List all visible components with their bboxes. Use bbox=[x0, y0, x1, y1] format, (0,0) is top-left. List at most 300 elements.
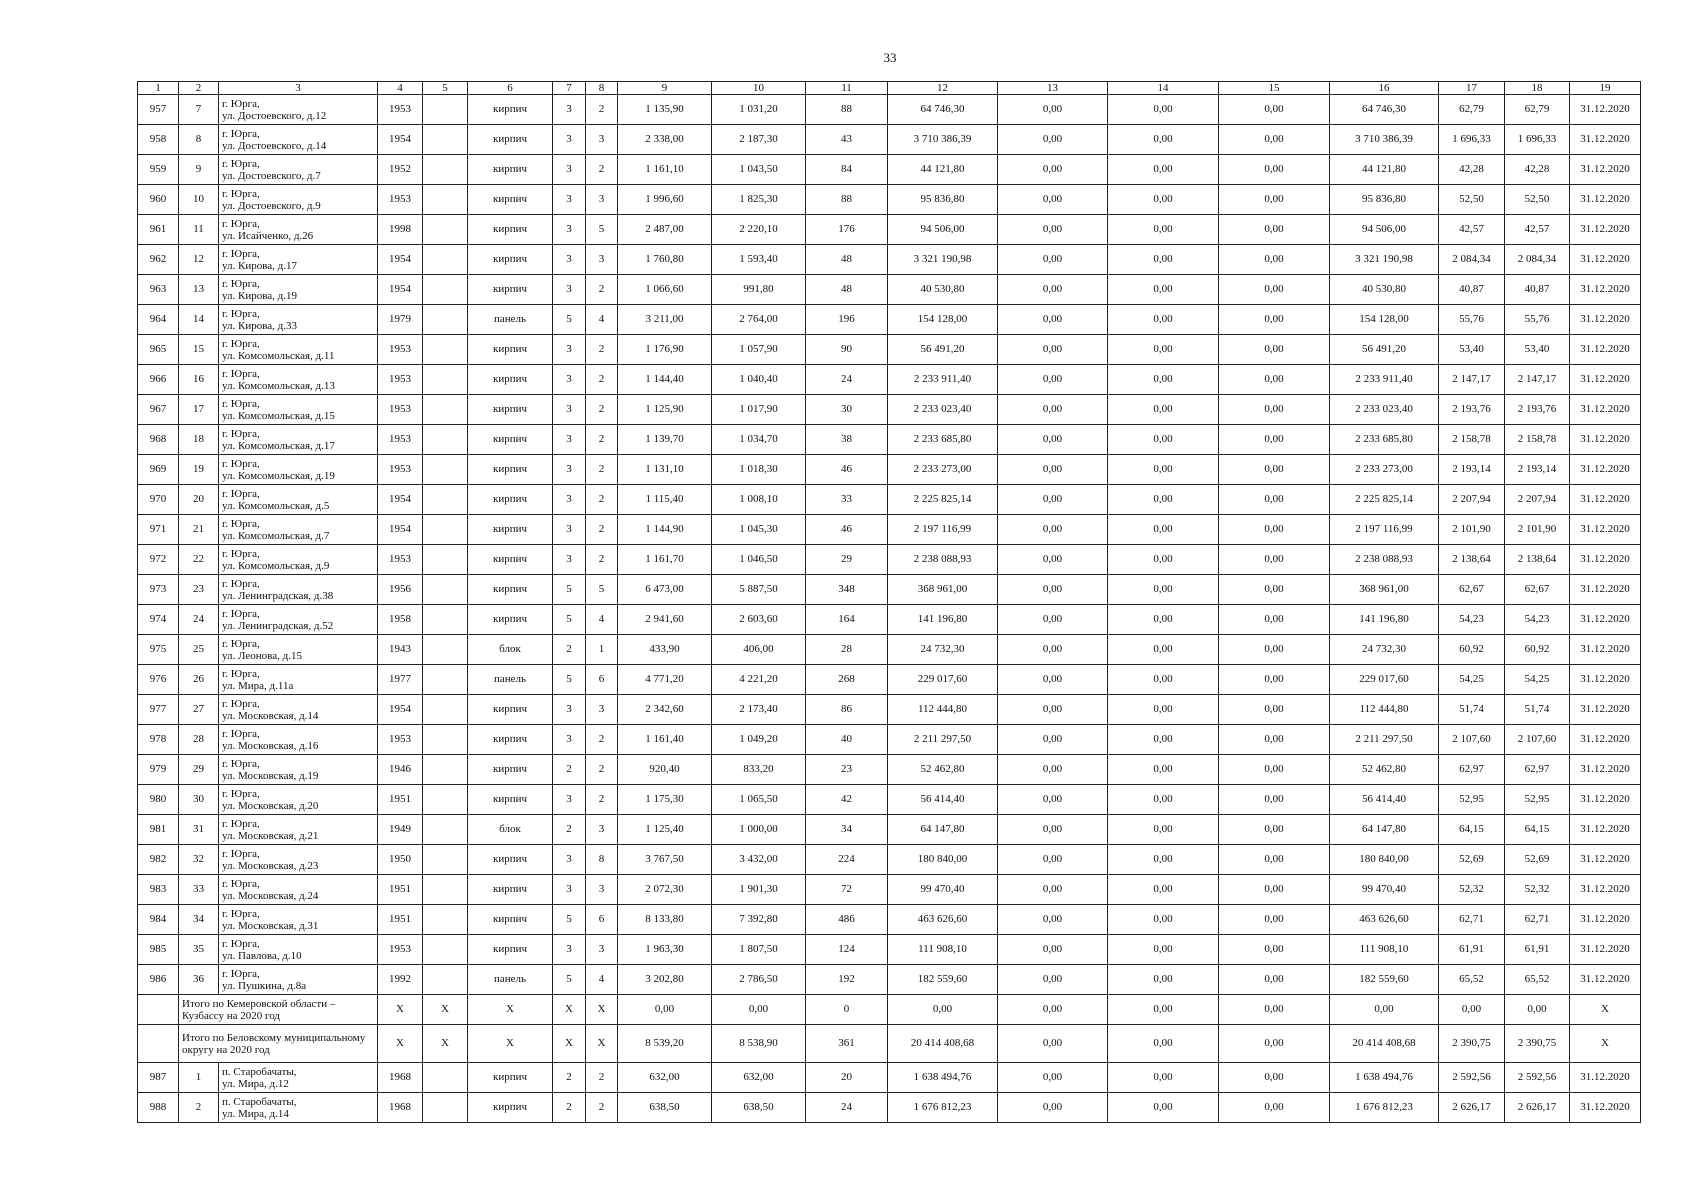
col-11-cell: 192 bbox=[806, 965, 888, 995]
col-9-cell: 1 125,40 bbox=[618, 815, 712, 845]
col-7-cell: 3 bbox=[553, 875, 586, 905]
local-number-cell: 25 bbox=[179, 635, 219, 665]
col-6-cell: панель bbox=[468, 305, 553, 335]
col-6-cell: кирпич bbox=[468, 695, 553, 725]
col-6-cell: кирпич bbox=[468, 215, 553, 245]
col-11-cell: 29 bbox=[806, 545, 888, 575]
col-7-cell: 3 bbox=[553, 125, 586, 155]
address-cell bbox=[219, 395, 378, 425]
col-18-cell: 2 592,56 bbox=[1505, 1063, 1570, 1093]
col-18-cell: 2 193,76 bbox=[1505, 395, 1570, 425]
col-14-cell: 0,00 bbox=[1108, 1093, 1219, 1123]
col-10-cell: 1 807,50 bbox=[712, 935, 806, 965]
row-number-cell: 973 bbox=[138, 575, 179, 605]
address-street: ул. Комсомольская, д.7 bbox=[222, 529, 330, 542]
col-11-cell: 46 bbox=[806, 515, 888, 545]
col-17-cell: 42,28 bbox=[1439, 155, 1505, 185]
col-17-cell: 52,95 bbox=[1439, 785, 1505, 815]
address-locality: г. Юрга, bbox=[222, 127, 260, 140]
col-9-cell: 1 144,40 bbox=[618, 365, 712, 395]
row-number-cell: 975 bbox=[138, 635, 179, 665]
col-7-cell: 3 bbox=[553, 185, 586, 215]
col-9-cell: 2 072,30 bbox=[618, 875, 712, 905]
col-15-cell: 0,00 bbox=[1219, 545, 1330, 575]
col-13-cell: 0,00 bbox=[998, 305, 1108, 335]
col-18-cell: 1 696,33 bbox=[1505, 125, 1570, 155]
col-17-cell: 2 107,60 bbox=[1439, 725, 1505, 755]
col-14-cell: 0,00 bbox=[1108, 995, 1219, 1025]
col-9-cell: 1 161,70 bbox=[618, 545, 712, 575]
col-7-cell: 5 bbox=[553, 965, 586, 995]
col-15-cell: 0,00 bbox=[1219, 245, 1330, 275]
row-number-cell: 976 bbox=[138, 665, 179, 695]
address-cell bbox=[219, 575, 378, 605]
address-street: ул. Комсомольская, д.13 bbox=[222, 379, 335, 392]
col-5-cell bbox=[423, 755, 468, 785]
col-15-cell: 0,00 bbox=[1219, 875, 1330, 905]
col-10-cell: 1 043,50 bbox=[712, 155, 806, 185]
col-19-cell: 31.12.2020 bbox=[1570, 635, 1641, 665]
col-8-cell: 3 bbox=[586, 125, 618, 155]
col-6-cell: кирпич bbox=[468, 875, 553, 905]
col-17-cell: 62,67 bbox=[1439, 575, 1505, 605]
col-12-cell: 1 638 494,76 bbox=[888, 1063, 998, 1093]
col-7-cell: 2 bbox=[553, 815, 586, 845]
col-19-cell: 31.12.2020 bbox=[1570, 305, 1641, 335]
col-9-cell: 2 941,60 bbox=[618, 605, 712, 635]
local-number-cell: 36 bbox=[179, 965, 219, 995]
col-12-cell: 2 238 088,93 bbox=[888, 545, 998, 575]
col-9-cell: 1 125,90 bbox=[618, 395, 712, 425]
col-4-cell: 1954 bbox=[378, 485, 423, 515]
col-4-cell: 1956 bbox=[378, 575, 423, 605]
col-18-cell: 54,23 bbox=[1505, 605, 1570, 635]
col-12-cell: 3 710 386,39 bbox=[888, 125, 998, 155]
col-11-cell: 34 bbox=[806, 815, 888, 845]
col-4-cell: 1953 bbox=[378, 935, 423, 965]
col-9-cell: 632,00 bbox=[618, 1063, 712, 1093]
col-14-cell: 0,00 bbox=[1108, 245, 1219, 275]
col-4-cell: 1954 bbox=[378, 125, 423, 155]
col-4-cell: 1953 bbox=[378, 455, 423, 485]
address-locality: г. Юрга, bbox=[222, 217, 260, 230]
col-19-cell: 31.12.2020 bbox=[1570, 365, 1641, 395]
col-13-cell: 0,00 bbox=[998, 905, 1108, 935]
column-number-13: 13 bbox=[998, 82, 1108, 95]
total-row bbox=[138, 1025, 1641, 1063]
col-4-cell: 1954 bbox=[378, 275, 423, 305]
col-6-cell: кирпич bbox=[468, 755, 553, 785]
col-17-cell: 62,97 bbox=[1439, 755, 1505, 785]
col-12-cell: 182 559,60 bbox=[888, 965, 998, 995]
col-9-cell: 1 176,90 bbox=[618, 335, 712, 365]
col-16-cell: 2 197 116,99 bbox=[1330, 515, 1439, 545]
col-18-cell: 51,74 bbox=[1505, 695, 1570, 725]
row-number-cell: 963 bbox=[138, 275, 179, 305]
col-8-cell: 6 bbox=[586, 905, 618, 935]
col-12-cell: 2 233 273,00 bbox=[888, 455, 998, 485]
col-16-cell: 99 470,40 bbox=[1330, 875, 1439, 905]
col-16-cell: 2 233 273,00 bbox=[1330, 455, 1439, 485]
col-8-cell: 2 bbox=[586, 395, 618, 425]
col-15-cell: 0,00 bbox=[1219, 665, 1330, 695]
address-cell bbox=[219, 785, 378, 815]
col-15-cell: 0,00 bbox=[1219, 995, 1330, 1025]
col-11-cell: 46 bbox=[806, 455, 888, 485]
table-row bbox=[138, 785, 1641, 815]
col-6-cell: кирпич bbox=[468, 905, 553, 935]
col-11-cell: 0 bbox=[806, 995, 888, 1025]
col-13-cell: 0,00 bbox=[998, 935, 1108, 965]
col-8-cell: 2 bbox=[586, 545, 618, 575]
col-10-cell: 833,20 bbox=[712, 755, 806, 785]
col-14-cell: 0,00 bbox=[1108, 605, 1219, 635]
col-8-cell: 6 bbox=[586, 665, 618, 695]
table-body bbox=[138, 95, 1641, 1123]
col-12-cell: 94 506,00 bbox=[888, 215, 998, 245]
col-6-cell: кирпич bbox=[468, 575, 553, 605]
local-number-cell: 20 bbox=[179, 485, 219, 515]
col-10-cell: 2 603,60 bbox=[712, 605, 806, 635]
local-number-cell: 22 bbox=[179, 545, 219, 575]
col-19-cell: 31.12.2020 bbox=[1570, 1093, 1641, 1123]
col-18-cell: 42,28 bbox=[1505, 155, 1570, 185]
col-18-cell: 2 158,78 bbox=[1505, 425, 1570, 455]
row-number-cell bbox=[138, 995, 179, 1025]
col-15-cell: 0,00 bbox=[1219, 455, 1330, 485]
col-9-cell: 638,50 bbox=[618, 1093, 712, 1123]
address-locality: г. Юрга, bbox=[222, 487, 260, 500]
col-5-cell bbox=[423, 275, 468, 305]
col-10-cell: 2 764,00 bbox=[712, 305, 806, 335]
col-13-cell: 0,00 bbox=[998, 335, 1108, 365]
col-17-cell: 1 696,33 bbox=[1439, 125, 1505, 155]
col-15-cell: 0,00 bbox=[1219, 905, 1330, 935]
col-19-cell: 31.12.2020 bbox=[1570, 275, 1641, 305]
col-10-cell: 406,00 bbox=[712, 635, 806, 665]
col-9-cell: 1 963,30 bbox=[618, 935, 712, 965]
column-number-3: 3 bbox=[219, 82, 378, 95]
col-6-cell: кирпич bbox=[468, 125, 553, 155]
address-street: ул. Комсомольская, д.17 bbox=[222, 439, 335, 452]
col-15-cell: 0,00 bbox=[1219, 425, 1330, 455]
address-street: ул. Достоевского, д.14 bbox=[222, 139, 327, 152]
col-7-cell: 3 bbox=[553, 695, 586, 725]
col-10-cell: 1 065,50 bbox=[712, 785, 806, 815]
local-number-cell: 24 bbox=[179, 605, 219, 635]
col-6-cell: кирпич bbox=[468, 365, 553, 395]
col-18-cell: 64,15 bbox=[1505, 815, 1570, 845]
col-15-cell: 0,00 bbox=[1219, 965, 1330, 995]
col-7-cell: 3 bbox=[553, 365, 586, 395]
col-14-cell: 0,00 bbox=[1108, 455, 1219, 485]
column-number-5: 5 bbox=[423, 82, 468, 95]
address-locality: г. Юрга, bbox=[222, 847, 260, 860]
col-13-cell: 0,00 bbox=[998, 515, 1108, 545]
col-11-cell: 48 bbox=[806, 275, 888, 305]
col-5-cell bbox=[423, 485, 468, 515]
col-5-cell bbox=[423, 875, 468, 905]
col-16-cell: 2 211 297,50 bbox=[1330, 725, 1439, 755]
col-19-cell: 31.12.2020 bbox=[1570, 335, 1641, 365]
total-label-cell: Итого по Беловскому муниципальному округу на 2020 год bbox=[179, 1025, 378, 1063]
col-5-cell bbox=[423, 245, 468, 275]
col-17-cell: 51,74 bbox=[1439, 695, 1505, 725]
col-6-cell: кирпич bbox=[468, 725, 553, 755]
col-7-cell: 3 bbox=[553, 725, 586, 755]
col-19-cell: 31.12.2020 bbox=[1570, 545, 1641, 575]
col-19-cell: 31.12.2020 bbox=[1570, 845, 1641, 875]
table-row bbox=[138, 725, 1641, 755]
col-14-cell: 0,00 bbox=[1108, 95, 1219, 125]
col-18-cell: 62,71 bbox=[1505, 905, 1570, 935]
col-7-cell: X bbox=[553, 1025, 586, 1063]
col-6-cell: блок bbox=[468, 815, 553, 845]
col-12-cell: 141 196,80 bbox=[888, 605, 998, 635]
col-11-cell: 486 bbox=[806, 905, 888, 935]
col-18-cell: 52,95 bbox=[1505, 785, 1570, 815]
col-15-cell: 0,00 bbox=[1219, 305, 1330, 335]
col-13-cell: 0,00 bbox=[998, 95, 1108, 125]
address-cell bbox=[219, 515, 378, 545]
col-14-cell: 0,00 bbox=[1108, 875, 1219, 905]
col-13-cell: 0,00 bbox=[998, 845, 1108, 875]
col-12-cell: 180 840,00 bbox=[888, 845, 998, 875]
table-row bbox=[138, 935, 1641, 965]
col-15-cell: 0,00 bbox=[1219, 515, 1330, 545]
address-cell bbox=[219, 155, 378, 185]
col-14-cell: 0,00 bbox=[1108, 755, 1219, 785]
address-locality: г. Юрга, bbox=[222, 247, 260, 260]
address-street: ул. Мира, д.11а bbox=[222, 679, 294, 692]
row-number-cell: 972 bbox=[138, 545, 179, 575]
col-11-cell: 43 bbox=[806, 125, 888, 155]
row-number-cell: 966 bbox=[138, 365, 179, 395]
col-18-cell: 2 193,14 bbox=[1505, 455, 1570, 485]
col-15-cell: 0,00 bbox=[1219, 815, 1330, 845]
table-row bbox=[138, 815, 1641, 845]
col-19-cell: 31.12.2020 bbox=[1570, 455, 1641, 485]
col-8-cell: 2 bbox=[586, 515, 618, 545]
col-9-cell: 6 473,00 bbox=[618, 575, 712, 605]
col-7-cell: 3 bbox=[553, 485, 586, 515]
local-number-cell: 18 bbox=[179, 425, 219, 455]
table-row bbox=[138, 245, 1641, 275]
row-number-cell: 960 bbox=[138, 185, 179, 215]
col-12-cell: 2 233 023,40 bbox=[888, 395, 998, 425]
table-row bbox=[138, 695, 1641, 725]
address-cell bbox=[219, 455, 378, 485]
col-10-cell: 8 538,90 bbox=[712, 1025, 806, 1063]
local-number-cell: 1 bbox=[179, 1063, 219, 1093]
local-number-cell: 15 bbox=[179, 335, 219, 365]
address-street: ул. Московская, д.31 bbox=[222, 919, 319, 932]
col-15-cell: 0,00 bbox=[1219, 1093, 1330, 1123]
col-17-cell: 2 193,76 bbox=[1439, 395, 1505, 425]
col-16-cell: 95 836,80 bbox=[1330, 185, 1439, 215]
col-7-cell: 3 bbox=[553, 275, 586, 305]
col-4-cell: 1953 bbox=[378, 545, 423, 575]
col-8-cell: 8 bbox=[586, 845, 618, 875]
col-17-cell: 52,50 bbox=[1439, 185, 1505, 215]
col-12-cell: 112 444,80 bbox=[888, 695, 998, 725]
col-13-cell: 0,00 bbox=[998, 875, 1108, 905]
col-16-cell: 229 017,60 bbox=[1330, 665, 1439, 695]
col-8-cell: 2 bbox=[586, 425, 618, 455]
col-14-cell: 0,00 bbox=[1108, 1025, 1219, 1063]
col-12-cell: 40 530,80 bbox=[888, 275, 998, 305]
col-4-cell: 1992 bbox=[378, 965, 423, 995]
col-13-cell: 0,00 bbox=[998, 665, 1108, 695]
col-5-cell bbox=[423, 545, 468, 575]
col-10-cell: 5 887,50 bbox=[712, 575, 806, 605]
col-10-cell: 1 017,90 bbox=[712, 395, 806, 425]
col-15-cell: 0,00 bbox=[1219, 275, 1330, 305]
col-17-cell: 61,91 bbox=[1439, 935, 1505, 965]
col-10-cell: 638,50 bbox=[712, 1093, 806, 1123]
address-cell bbox=[219, 695, 378, 725]
local-number-cell: 14 bbox=[179, 305, 219, 335]
col-12-cell: 56 491,20 bbox=[888, 335, 998, 365]
column-number-12: 12 bbox=[888, 82, 998, 95]
col-9-cell: 1 161,40 bbox=[618, 725, 712, 755]
col-6-cell: X bbox=[468, 1025, 553, 1063]
address-locality: г. Юрга, bbox=[222, 697, 260, 710]
col-9-cell: 1 760,80 bbox=[618, 245, 712, 275]
col-13-cell: 0,00 bbox=[998, 275, 1108, 305]
col-17-cell: 65,52 bbox=[1439, 965, 1505, 995]
col-6-cell: кирпич bbox=[468, 455, 553, 485]
row-number-cell: 971 bbox=[138, 515, 179, 545]
address-street: ул. Мира, д.12 bbox=[222, 1077, 289, 1090]
row-number-cell: 959 bbox=[138, 155, 179, 185]
row-number-cell: 979 bbox=[138, 755, 179, 785]
col-13-cell: 0,00 bbox=[998, 365, 1108, 395]
col-14-cell: 0,00 bbox=[1108, 845, 1219, 875]
local-number-cell: 9 bbox=[179, 155, 219, 185]
col-4-cell: 1954 bbox=[378, 245, 423, 275]
column-number-2: 2 bbox=[179, 82, 219, 95]
col-8-cell: 2 bbox=[586, 365, 618, 395]
col-11-cell: 88 bbox=[806, 95, 888, 125]
col-7-cell: 3 bbox=[553, 95, 586, 125]
col-5-cell bbox=[423, 215, 468, 245]
table-row bbox=[138, 575, 1641, 605]
col-18-cell: 40,87 bbox=[1505, 275, 1570, 305]
col-7-cell: 2 bbox=[553, 755, 586, 785]
col-18-cell: 2 390,75 bbox=[1505, 1025, 1570, 1063]
col-18-cell: 52,50 bbox=[1505, 185, 1570, 215]
address-locality: п. Старобачаты, bbox=[222, 1065, 297, 1078]
col-14-cell: 0,00 bbox=[1108, 215, 1219, 245]
address-locality: г. Юрга, bbox=[222, 907, 260, 920]
table-row bbox=[138, 905, 1641, 935]
address-street: ул. Московская, д.16 bbox=[222, 739, 319, 752]
column-number-row bbox=[138, 82, 1641, 95]
col-8-cell: 3 bbox=[586, 185, 618, 215]
column-number-19: 19 bbox=[1570, 82, 1641, 95]
col-8-cell: 2 bbox=[586, 1063, 618, 1093]
col-7-cell: 3 bbox=[553, 335, 586, 365]
col-13-cell: 0,00 bbox=[998, 185, 1108, 215]
col-8-cell: 2 bbox=[586, 485, 618, 515]
col-11-cell: 40 bbox=[806, 725, 888, 755]
row-number-cell: 982 bbox=[138, 845, 179, 875]
col-6-cell: кирпич bbox=[468, 1093, 553, 1123]
col-19-cell: 31.12.2020 bbox=[1570, 605, 1641, 635]
col-19-cell: 31.12.2020 bbox=[1570, 935, 1641, 965]
col-5-cell bbox=[423, 665, 468, 695]
col-10-cell: 7 392,80 bbox=[712, 905, 806, 935]
col-17-cell: 2 592,56 bbox=[1439, 1063, 1505, 1093]
col-17-cell: 2 138,64 bbox=[1439, 545, 1505, 575]
col-10-cell: 4 221,20 bbox=[712, 665, 806, 695]
col-10-cell: 991,80 bbox=[712, 275, 806, 305]
col-15-cell: 0,00 bbox=[1219, 575, 1330, 605]
col-16-cell: 2 238 088,93 bbox=[1330, 545, 1439, 575]
row-number-cell: 970 bbox=[138, 485, 179, 515]
col-14-cell: 0,00 bbox=[1108, 575, 1219, 605]
col-19-cell: 31.12.2020 bbox=[1570, 905, 1641, 935]
col-12-cell: 99 470,40 bbox=[888, 875, 998, 905]
col-14-cell: 0,00 bbox=[1108, 725, 1219, 755]
col-18-cell: 54,25 bbox=[1505, 665, 1570, 695]
address-cell bbox=[219, 95, 378, 125]
col-18-cell: 52,32 bbox=[1505, 875, 1570, 905]
col-16-cell: 3 321 190,98 bbox=[1330, 245, 1439, 275]
col-10-cell: 1 593,40 bbox=[712, 245, 806, 275]
col-4-cell: 1946 bbox=[378, 755, 423, 785]
col-5-cell bbox=[423, 725, 468, 755]
address-locality: г. Юрга, bbox=[222, 607, 260, 620]
address-street: ул. Кирова, д.33 bbox=[222, 319, 298, 332]
table-row bbox=[138, 965, 1641, 995]
col-18-cell: 2 084,34 bbox=[1505, 245, 1570, 275]
col-17-cell: 62,71 bbox=[1439, 905, 1505, 935]
col-9-cell: 3 211,00 bbox=[618, 305, 712, 335]
col-7-cell: 2 bbox=[553, 1063, 586, 1093]
address-locality: г. Юрга, bbox=[222, 277, 260, 290]
address-street: ул. Достоевского, д.12 bbox=[222, 109, 327, 122]
col-16-cell: 56 491,20 bbox=[1330, 335, 1439, 365]
address-street: ул. Кирова, д.19 bbox=[222, 289, 298, 302]
col-10-cell: 1 045,30 bbox=[712, 515, 806, 545]
col-14-cell: 0,00 bbox=[1108, 185, 1219, 215]
row-number-cell: 974 bbox=[138, 605, 179, 635]
local-number-cell: 23 bbox=[179, 575, 219, 605]
col-16-cell: 2 233 685,80 bbox=[1330, 425, 1439, 455]
row-number-cell: 986 bbox=[138, 965, 179, 995]
address-cell bbox=[219, 1063, 378, 1093]
col-14-cell: 0,00 bbox=[1108, 785, 1219, 815]
row-number-cell: 987 bbox=[138, 1063, 179, 1093]
col-10-cell: 2 173,40 bbox=[712, 695, 806, 725]
col-7-cell: 3 bbox=[553, 935, 586, 965]
col-10-cell: 1 046,50 bbox=[712, 545, 806, 575]
col-15-cell: 0,00 bbox=[1219, 215, 1330, 245]
col-5-cell bbox=[423, 125, 468, 155]
col-4-cell: 1977 bbox=[378, 665, 423, 695]
col-18-cell: 2 626,17 bbox=[1505, 1093, 1570, 1123]
address-cell bbox=[219, 965, 378, 995]
col-17-cell: 2 101,90 bbox=[1439, 515, 1505, 545]
table-row bbox=[138, 455, 1641, 485]
col-7-cell: 3 bbox=[553, 245, 586, 275]
col-5-cell bbox=[423, 1063, 468, 1093]
row-number-cell: 978 bbox=[138, 725, 179, 755]
col-19-cell: 31.12.2020 bbox=[1570, 485, 1641, 515]
col-17-cell: 42,57 bbox=[1439, 215, 1505, 245]
